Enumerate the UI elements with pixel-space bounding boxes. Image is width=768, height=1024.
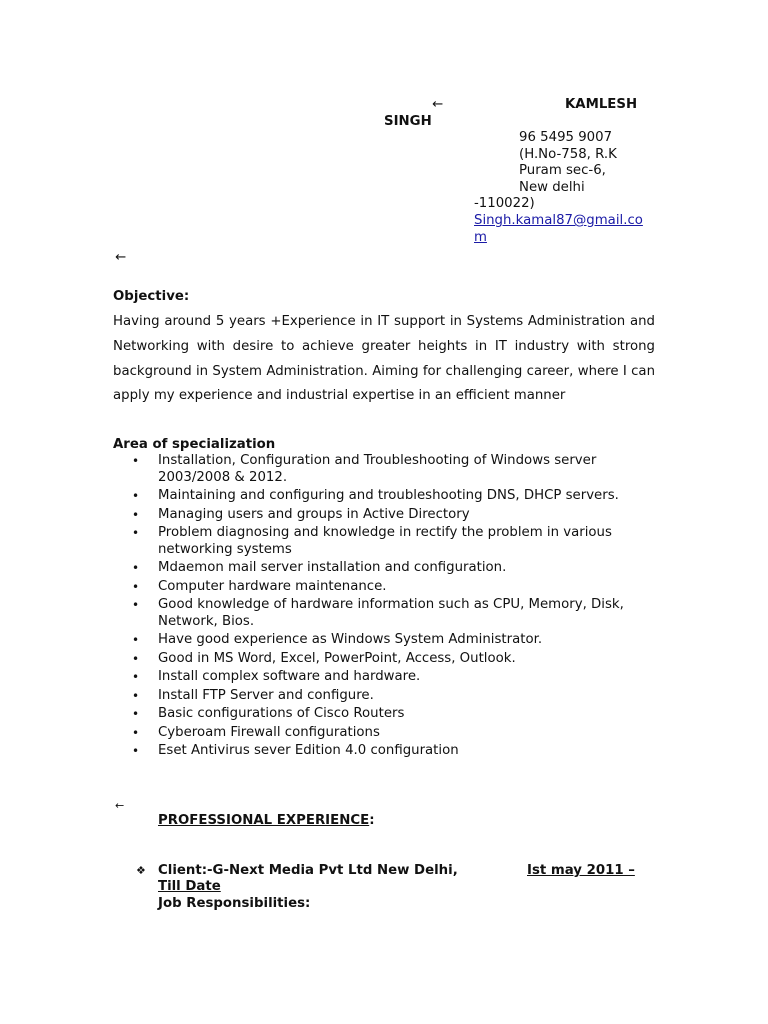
bullet-icon: • (132, 507, 140, 522)
bullet-icon: • (132, 688, 140, 703)
experience-arrow: ← (115, 799, 125, 812)
header-arrow: ← (432, 97, 444, 112)
specialization-list (132, 453, 672, 762)
specialization-item-text: Eset Antivirus sever Edition 4.0 configuration (158, 743, 459, 758)
objective-text: Having around 5 years +Experience in IT support in Systems Administration and Networking with desire to achieve greater heights in IT industry with strong background in System Administration. Aiming for challenging career, where I can apply my experience and industrial expertise in an efficient manner (113, 314, 655, 404)
specialization-item-text: Have good experience as Windows System Administrator. (158, 632, 543, 647)
bullet-icon: • (132, 651, 140, 666)
bullet-icon: • (132, 489, 140, 503)
specialization-item (132, 743, 672, 760)
specialization-item (132, 688, 672, 705)
bullet-icon: • (132, 561, 140, 575)
specialization-item (132, 706, 672, 723)
specialization-item (132, 453, 672, 486)
specialization-item-text: Installation, Configuration and Troubleshooting of Windows server 2003/2008 & 2012. (158, 453, 597, 485)
bullet-icon: • (132, 526, 140, 540)
bullet-icon: • (132, 454, 140, 468)
experience-heading (158, 812, 375, 829)
specialization-item (132, 579, 672, 596)
specialization-item-text: Cyberoam Firewall configurations (158, 724, 380, 740)
bullet-icon: • (132, 744, 140, 758)
specialization-item-text: Maintaining and configuring and troubleshooting DNS, DHCP servers. (158, 488, 619, 503)
experience-heading-colon: : (369, 813, 375, 828)
phone-number: 96 5495 9007 (519, 130, 613, 145)
specialization-item (132, 488, 672, 505)
date-end: Till Date (158, 879, 221, 894)
bullet-icon: • (132, 725, 140, 740)
experience-heading-text: PROFESSIONAL EXPERIENCE (158, 813, 370, 828)
specialization-item (132, 560, 672, 577)
specialization-heading: Area of specialization (113, 437, 276, 452)
job-responsibilities-heading: Job Responsibilities: (158, 896, 311, 911)
email-link-part-2[interactable]: m (474, 230, 487, 245)
first-name: KAMLESH (565, 97, 638, 112)
specialization-item (132, 651, 672, 668)
address-line-3: New delhi (519, 180, 585, 195)
specialization-item-text: Problem diagnosing and knowledge in rectify the problem in various networking systems (158, 525, 612, 557)
bullet-icon: • (132, 707, 140, 721)
specialization-item (132, 525, 672, 558)
bullet-icon: • (132, 633, 140, 647)
specialization-item-text: Computer hardware maintenance. (158, 578, 387, 594)
specialization-item-text: Mdaemon mail server installation and configuration. (158, 560, 507, 575)
last-name: SINGH (384, 114, 432, 129)
objective-heading: Objective: (113, 289, 190, 304)
client-name: Client:-G-Next Media Pvt Ltd New Delhi, (158, 863, 458, 878)
address-pin: -110022) (474, 196, 535, 211)
specialization-item-text: Install complex software and hardware. (158, 669, 421, 684)
address-line-2: Puram sec-6, (519, 163, 606, 178)
specialization-item (132, 632, 672, 649)
specialization-item (132, 597, 672, 630)
specialization-item-text: Basic configurations of Cisco Routers (158, 706, 405, 721)
specialization-item (132, 669, 672, 686)
specialization-item (132, 507, 672, 524)
bullet-icon: • (132, 670, 140, 684)
date-start: Ist may 2011 – (527, 863, 635, 878)
email-link-part-1[interactable]: Singh.kamal87@gmail.co (474, 213, 643, 228)
specialization-item-text: Managing users and groups in Active Directory (158, 506, 470, 522)
specialization-item-text: Good knowledge of hardware information such as CPU, Memory, Disk, Network, Bios. (158, 597, 624, 629)
marker-arrow: ← (115, 250, 127, 265)
specialization-item (132, 725, 672, 742)
diamond-bullet-icon: ❖ (136, 864, 146, 877)
bullet-icon: • (132, 598, 140, 612)
address-line-1: (H.No-758, R.K (519, 147, 617, 162)
specialization-item-text: Install FTP Server and configure. (158, 687, 374, 703)
bullet-icon: • (132, 579, 140, 594)
specialization-item-text: Good in MS Word, Excel, PowerPoint, Access, Outlook. (158, 650, 516, 666)
